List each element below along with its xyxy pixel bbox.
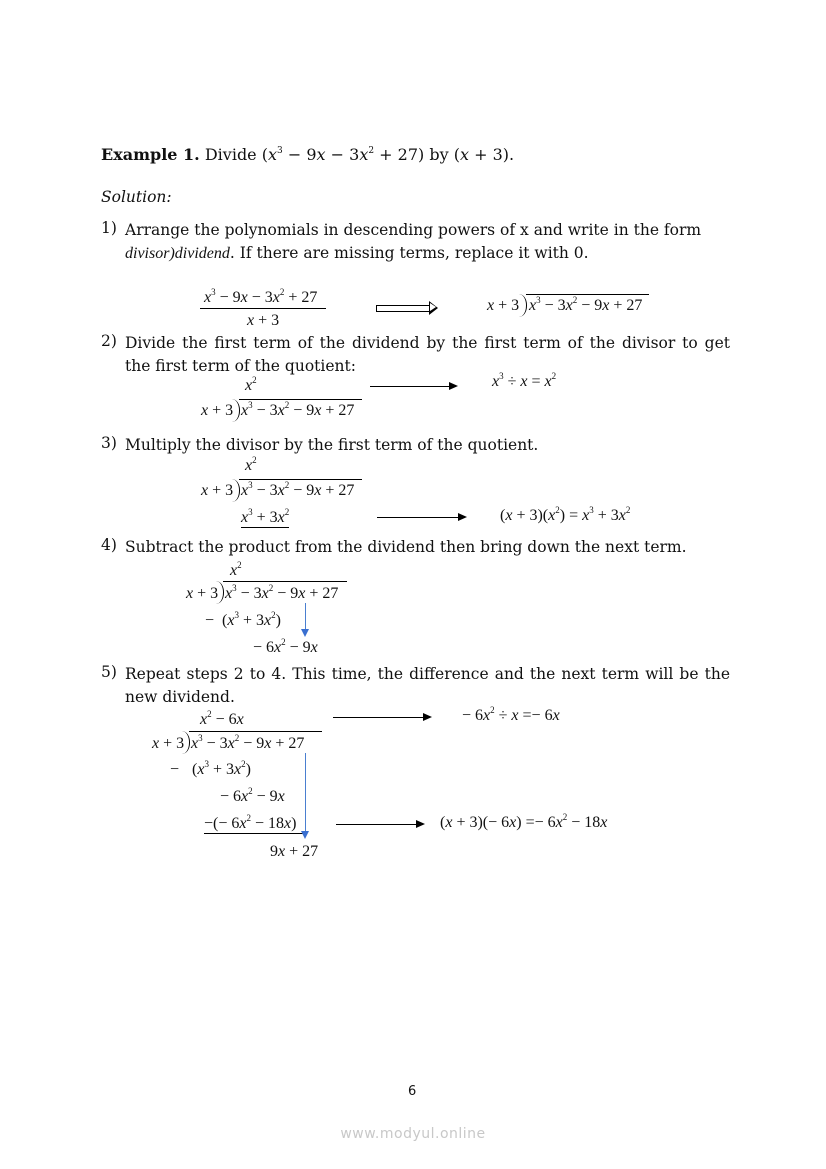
quotient: $x^2$	[230, 560, 242, 579]
divisor: x + 3	[487, 297, 520, 314]
quotient: $x^2$	[245, 375, 257, 394]
step-3-text: Multiply the divisor by the first term of the quotient.	[125, 436, 539, 454]
dividend: $x^3 - 3x^2 - 9x + 27$	[191, 733, 305, 752]
product-2: −(− $6x^2 - 18x$)	[204, 815, 304, 834]
bring-down-arrow-icon	[305, 603, 306, 630]
product: $(x^3 + 3x^2)$	[222, 610, 281, 629]
division-bracket	[232, 479, 240, 502]
step-1-text	[125, 219, 730, 265]
division-bar	[223, 581, 347, 582]
step-1-line: Arrange the polynomials in descending powers of x and write in the form	[125, 221, 702, 239]
product: $x^3 + 3x^2$	[241, 507, 290, 526]
fraction-denominator: x + 3	[247, 312, 280, 329]
arrow-icon	[336, 824, 423, 825]
minus-sign: −	[205, 612, 215, 629]
division-bar	[239, 479, 362, 480]
difference: − $6x^2 - 9x$	[253, 637, 318, 656]
divisor: x + 3	[186, 585, 219, 602]
division-bar	[526, 294, 649, 295]
dividend: $x^3 - 3x^2 - 9x + 27$	[241, 480, 355, 499]
divisor: x + 3	[201, 482, 234, 499]
step-5-result-2: $(x + 3)(- 6x) =- 6x^2 - 18x$	[440, 812, 608, 831]
divisor-dividend-form: divisor)dividend	[125, 245, 230, 262]
division-bar	[189, 731, 322, 732]
step-2-result: $x^3 \div x = x^2$	[492, 371, 557, 390]
division-bracket	[519, 294, 527, 317]
step-2-text: Divide the first term of the dividend by the first term of the divisor to get the first term of the quotient:	[125, 334, 730, 375]
example-label: Example 1.	[101, 145, 200, 164]
step-number: 2)	[101, 332, 117, 350]
division-bracket	[232, 399, 240, 422]
step-1-line2: . If there are missing terms, replace it with 0.	[229, 244, 589, 262]
arrow-icon	[333, 717, 430, 718]
dividend: $x^3 - 3x^2 - 9x + 27$	[241, 400, 355, 419]
minus-sign: −	[170, 761, 180, 778]
product: $(x^3 + 3x^2)$	[192, 759, 251, 778]
divisor: x + 3	[201, 402, 234, 419]
division-bar	[239, 399, 362, 400]
arrow-icon	[370, 386, 456, 387]
fraction-bar	[200, 308, 326, 309]
arrow-icon	[377, 517, 465, 518]
step-number: 1)	[101, 219, 117, 237]
page-number: 6	[408, 1084, 417, 1099]
difference: − $6x^2 - 9x$	[220, 786, 285, 805]
step-number: 3)	[101, 434, 117, 452]
step-number: 5)	[101, 663, 117, 681]
dividend: $x^3 - 3x^2 - 9x + 27$	[529, 295, 643, 314]
dividend: $x^3 - 3x^2 - 9x + 27$	[225, 583, 339, 602]
divisor: x + 3	[152, 735, 185, 752]
remainder: 9x + 27	[270, 843, 319, 860]
quotient: $x^2 - 6x$	[200, 709, 244, 728]
step-4-text: Subtract the product from the dividend then bring down the next term.	[125, 538, 687, 556]
watermark: www.modyul.online	[340, 1126, 486, 1142]
quotient: $x^2$	[245, 455, 257, 474]
step-number: 4)	[101, 536, 117, 554]
step-5-result-1: − $6x^2 \div x =- 6x$	[462, 705, 560, 724]
example-heading	[101, 145, 514, 164]
double-arrow-icon	[376, 305, 429, 312]
step-3-result: $(x + 3)(x^2) = x^3 + 3x^2$	[500, 505, 631, 524]
example-text: Divide $(x^3 - 9x - 3x^2 + 27)$ by (x + 3).	[199, 145, 515, 164]
bring-down-arrow-icon	[305, 753, 306, 832]
fraction-numerator: $x^3 - 9x - 3x^2 + 27$	[204, 287, 318, 306]
solution-label: Solution:	[101, 188, 172, 206]
step-5-text: Repeat steps 2 to 4. This time, the difference and the next term will be the new dividend.	[125, 665, 730, 706]
